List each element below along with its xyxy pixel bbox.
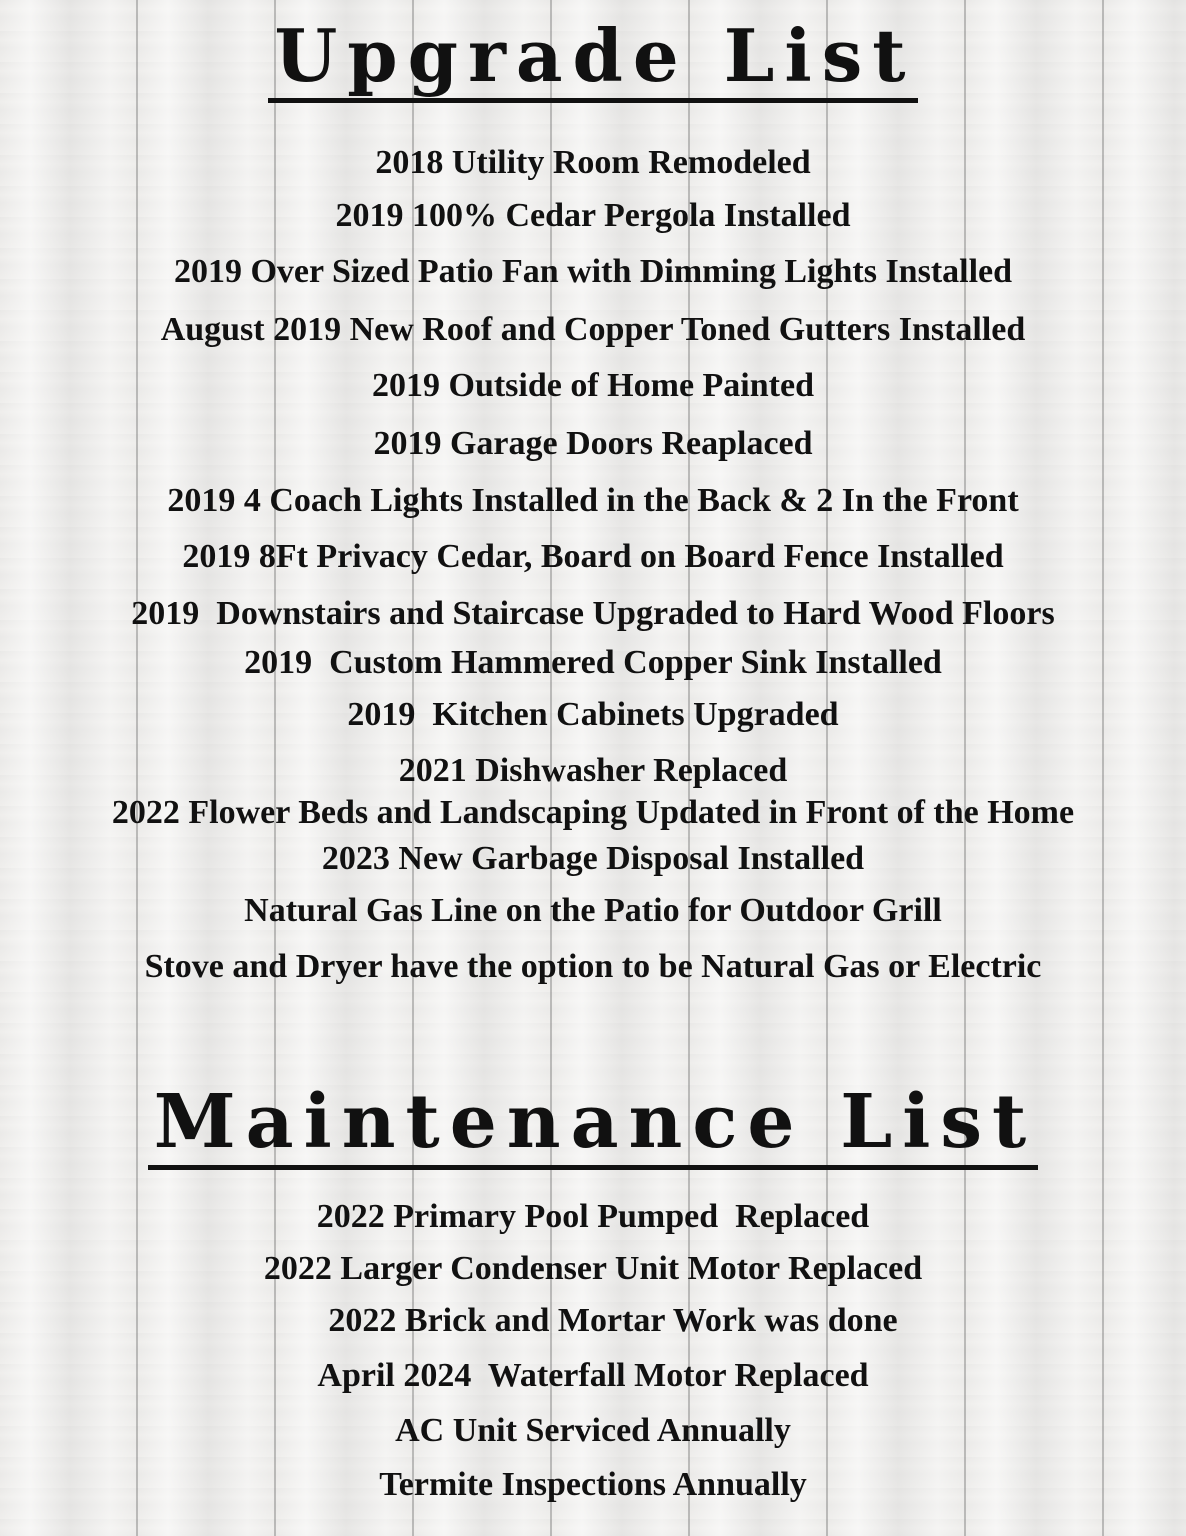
upgrade-item-exterior-paint: 2019 Outside of Home Painted <box>372 367 814 404</box>
maintenance-list-title: Maintenance List <box>148 1085 1038 1170</box>
upgrade-item-copper-sink: 2019 Custom Hammered Copper Sink Installed <box>244 644 942 681</box>
upgrade-item-utility-room: 2018 Utility Room Remodeled <box>375 144 811 181</box>
maintenance-item-brick-mortar: 2022 Brick and Mortar Work was done <box>328 1302 898 1339</box>
upgrade-item-patio-fan: 2019 Over Sized Patio Fan with Dimming Lights Installed <box>173 253 1013 290</box>
upgrade-item-stove-dryer: Stove and Dryer have the option to be Natural Gas or Electric <box>144 948 1042 985</box>
maintenance-item-waterfall-motor: April 2024 Waterfall Motor Replaced <box>317 1357 869 1394</box>
upgrade-list-title: Upgrade List <box>268 20 917 103</box>
upgrade-item-kitchen-cabinets: 2019 Kitchen Cabinets Upgraded <box>347 696 839 733</box>
upgrade-item-privacy-fence: 2019 8Ft Privacy Cedar, Board on Board Fence Installed <box>182 538 1004 575</box>
upgrade-item-coach-lights: 2019 4 Coach Lights Installed in the Back & 2 In the Front <box>167 482 1019 519</box>
upgrade-item-garbage-disposal: 2023 New Garbage Disposal Installed <box>321 840 865 877</box>
upgrade-item-garage-doors: 2019 Garage Doors Reaplaced <box>373 425 813 462</box>
maintenance-item-pool-pump: 2022 Primary Pool Pumped Replaced <box>316 1198 870 1235</box>
upgrade-item-gas-line: Natural Gas Line on the Patio for Outdoor Grill <box>244 892 942 929</box>
maintenance-item-ac-service: AC Unit Serviced Annually <box>395 1412 791 1449</box>
upgrade-list-heading <box>0 13 1186 103</box>
upgrade-item-landscaping: 2022 Flower Beds and Landscaping Updated in Front of the Home <box>111 794 1075 831</box>
upgrade-item-dishwasher: 2021 Dishwasher Replaced <box>398 752 788 789</box>
upgrade-item-cedar-pergola: 2019 100% Cedar Pergola Installed <box>335 197 851 234</box>
maintenance-item-termite: Termite Inspections Annually <box>379 1466 807 1503</box>
maintenance-item-condenser-motor: 2022 Larger Condenser Unit Motor Replaced <box>263 1250 923 1287</box>
maintenance-list-heading <box>0 1079 1186 1170</box>
upgrade-item-roof-gutters: August 2019 New Roof and Copper Toned Gutters Installed <box>160 311 1026 348</box>
upgrade-item-wood-floors: 2019 Downstairs and Staircase Upgraded to Hard Wood Floors <box>131 595 1055 632</box>
